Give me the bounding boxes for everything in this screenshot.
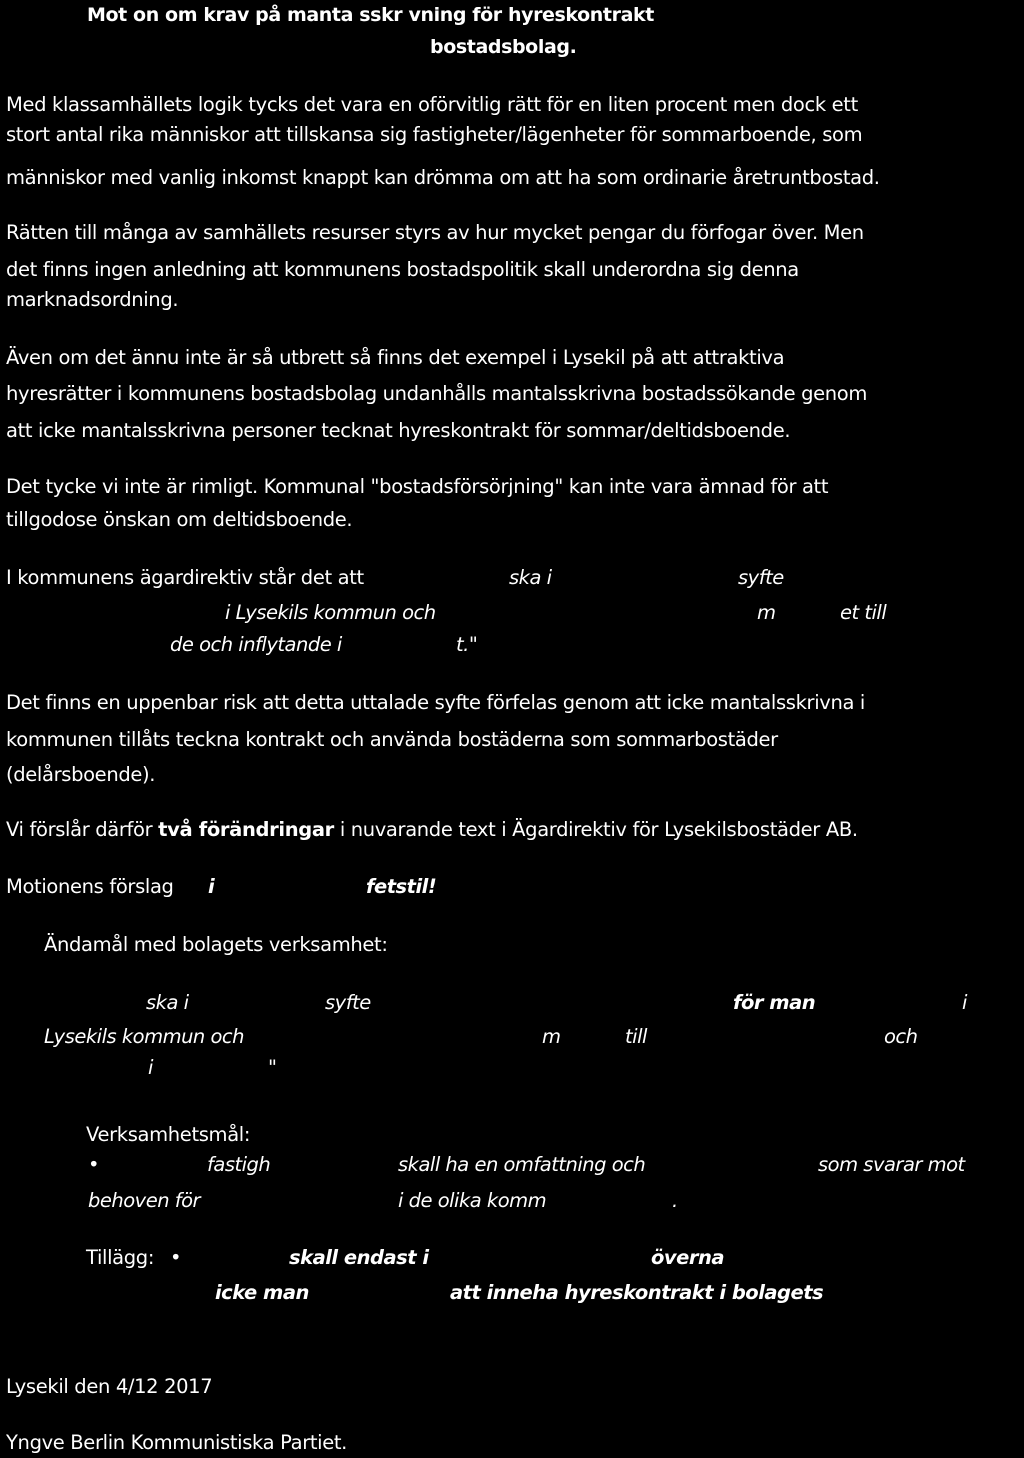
motion-fragment: fetstil! xyxy=(366,875,437,898)
directive-fragment: m xyxy=(757,601,776,624)
addition-fragment: att inneha hyreskontrakt i bolagets xyxy=(450,1281,824,1304)
directive-lead: I kommunens ägardirektiv står det att xyxy=(6,566,364,589)
title-line-1: Mot on om krav på manta sskr vning för hyreskontrakt xyxy=(87,4,654,26)
goals-bullet: • xyxy=(88,1153,100,1176)
proposal-pre: Vi förslår därför xyxy=(6,818,153,841)
paragraph-2-line-3: marknadsordning. xyxy=(6,288,179,311)
proposal-post: i nuvarande text i Ägardirektiv för Lysekilsbostäder AB. xyxy=(339,818,858,841)
proposal-sentence xyxy=(6,815,858,845)
purpose-fragment: för man xyxy=(733,991,816,1014)
paragraph-3-line-3: att icke mantalsskrivna personer tecknat hyreskontrakt för sommar/deltidsboende. xyxy=(6,419,791,442)
motion-fragment: i xyxy=(208,875,215,898)
paragraph-4-line-1: Det tycke vi inte är rimligt. Kommunal "bostadsförsörjning" kan inte vara ämnad för att xyxy=(6,475,829,498)
paragraph-4-line-2: tillgodose önskan om deltidsboende. xyxy=(6,508,353,531)
directive-fragment: et till xyxy=(840,601,887,624)
directive-fragment: t." xyxy=(456,633,478,656)
paragraph-1-line-1: Med klassamhällets logik tycks det vara en oförvitlig rätt för en liten procent men dock ett xyxy=(6,93,858,116)
purpose-fragment: i xyxy=(148,1056,153,1079)
purpose-heading: Ändamål med bolagets verksamhet: xyxy=(44,933,388,956)
proposal-bold: två förändringar xyxy=(158,818,334,841)
addition-fragment: icke man xyxy=(215,1281,309,1304)
goals-fragment: i de olika komm xyxy=(398,1189,547,1212)
paragraph-1-line-2: stort antal rika människor att tillskansa sig fastigheter/lägenheter för sommarboende, som xyxy=(6,123,863,146)
paragraph-6-line-3: (delårsboende). xyxy=(6,763,156,786)
addition-fragment: skall endast i xyxy=(289,1246,429,1269)
paragraph-2-line-1: Rätten till många av samhällets resurser styrs av hur mycket pengar du förfogar över. Men xyxy=(6,221,864,244)
purpose-fragment: m xyxy=(542,1025,561,1048)
goals-fragment: fastigh xyxy=(207,1153,271,1176)
directive-fragment: i Lysekils kommun och xyxy=(225,601,436,624)
paragraph-3-line-2: hyresrätter i kommunens bostadsbolag undanhålls mantalsskrivna bostadssökande genom xyxy=(6,382,867,405)
goals-fragment: som svarar mot xyxy=(818,1153,965,1176)
title-line-2: bostadsbolag. xyxy=(430,36,577,58)
paragraph-6-line-1: Det finns en uppenbar risk att detta uttalade syfte förfelas genom att icke mantalsskrivna i xyxy=(6,691,865,714)
addition-fragment: överna xyxy=(651,1246,724,1269)
goals-fragment: skall ha en omfattning och xyxy=(398,1153,646,1176)
purpose-fragment: syfte xyxy=(325,991,371,1014)
purpose-fragment: i xyxy=(962,991,967,1014)
place-date: Lysekil den 4/12 2017 xyxy=(6,1375,213,1398)
paragraph-6-line-2: kommunen tillåts teckna kontrakt och använda bostäderna som sommarbostäder xyxy=(6,728,778,751)
addition-bullet: • xyxy=(170,1246,182,1269)
paragraph-3-line-1: Även om det ännu inte är så utbrett så finns det exempel i Lysekil på att attraktiva xyxy=(6,346,785,369)
goals-heading: Verksamhetsmål: xyxy=(86,1123,251,1146)
directive-fragment: ska i xyxy=(509,566,552,589)
purpose-fragment: " xyxy=(268,1056,277,1079)
purpose-fragment: till xyxy=(625,1025,647,1048)
author-signature: Yngve Berlin Kommunistiska Partiet. xyxy=(6,1431,348,1454)
addition-label: Tillägg: xyxy=(86,1246,155,1269)
directive-fragment: de och inflytande i xyxy=(170,633,342,656)
directive-fragment: syfte xyxy=(738,566,784,589)
goals-fragment: . xyxy=(672,1189,678,1212)
goals-fragment: behoven för xyxy=(88,1189,201,1212)
paragraph-2-line-2: det finns ingen anledning att kommunens bostadspolitik skall underordna sig denna xyxy=(6,258,799,281)
purpose-fragment: ska i xyxy=(146,991,189,1014)
motion-proposal-lead: Motionens förslag xyxy=(6,875,174,898)
purpose-fragment: Lysekils kommun och xyxy=(44,1025,244,1048)
purpose-fragment: och xyxy=(884,1025,918,1048)
paragraph-1-line-3: människor med vanlig inkomst knappt kan drömma om att ha som ordinarie åretruntbostad. xyxy=(6,166,880,189)
